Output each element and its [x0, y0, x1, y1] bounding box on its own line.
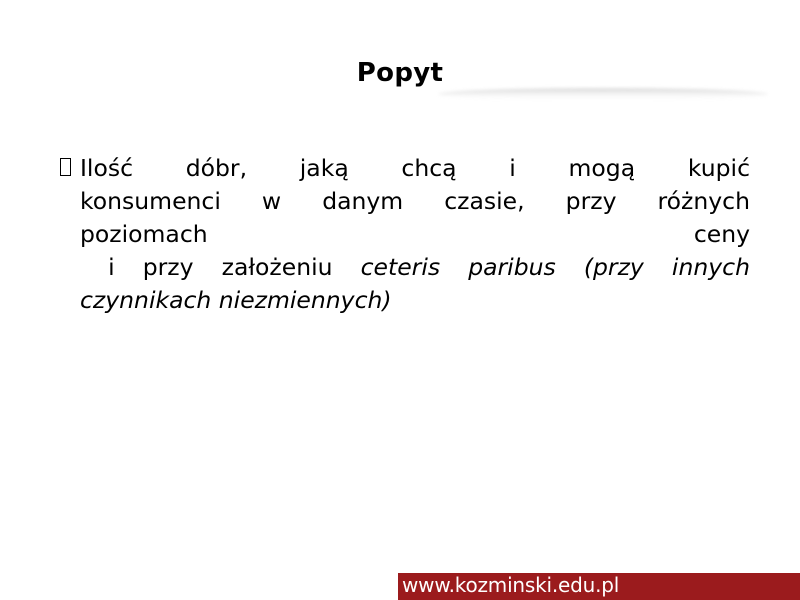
definition-line-1: Ilość dóbr, jaką chcą i mogą kupić — [80, 154, 750, 182]
slide-title: Popyt — [356, 58, 444, 88]
bullet-placeholder-box — [60, 158, 71, 176]
title-underline-shadow — [438, 88, 768, 100]
bullet-icon — [56, 155, 74, 179]
definition-line-3-right: ceny — [693, 220, 750, 248]
definition-text — [80, 152, 750, 317]
definition-line-4-plain: i przy założeniu — [108, 253, 333, 281]
definition-line-3-left: poziomach — [80, 220, 208, 248]
footer-url: www.kozminski.edu.pl — [402, 573, 620, 597]
definition-line-5-italic: czynnikach niezmiennych) — [80, 286, 392, 314]
definition-line-3 — [80, 218, 750, 251]
definition-line-5 — [80, 284, 750, 317]
definition-line-2: konsumenci w danym czasie, przy różnych — [80, 187, 750, 215]
definition-line-4 — [80, 251, 750, 284]
definition-line-4-italic: ceteris paribus (przy innych — [360, 253, 750, 281]
